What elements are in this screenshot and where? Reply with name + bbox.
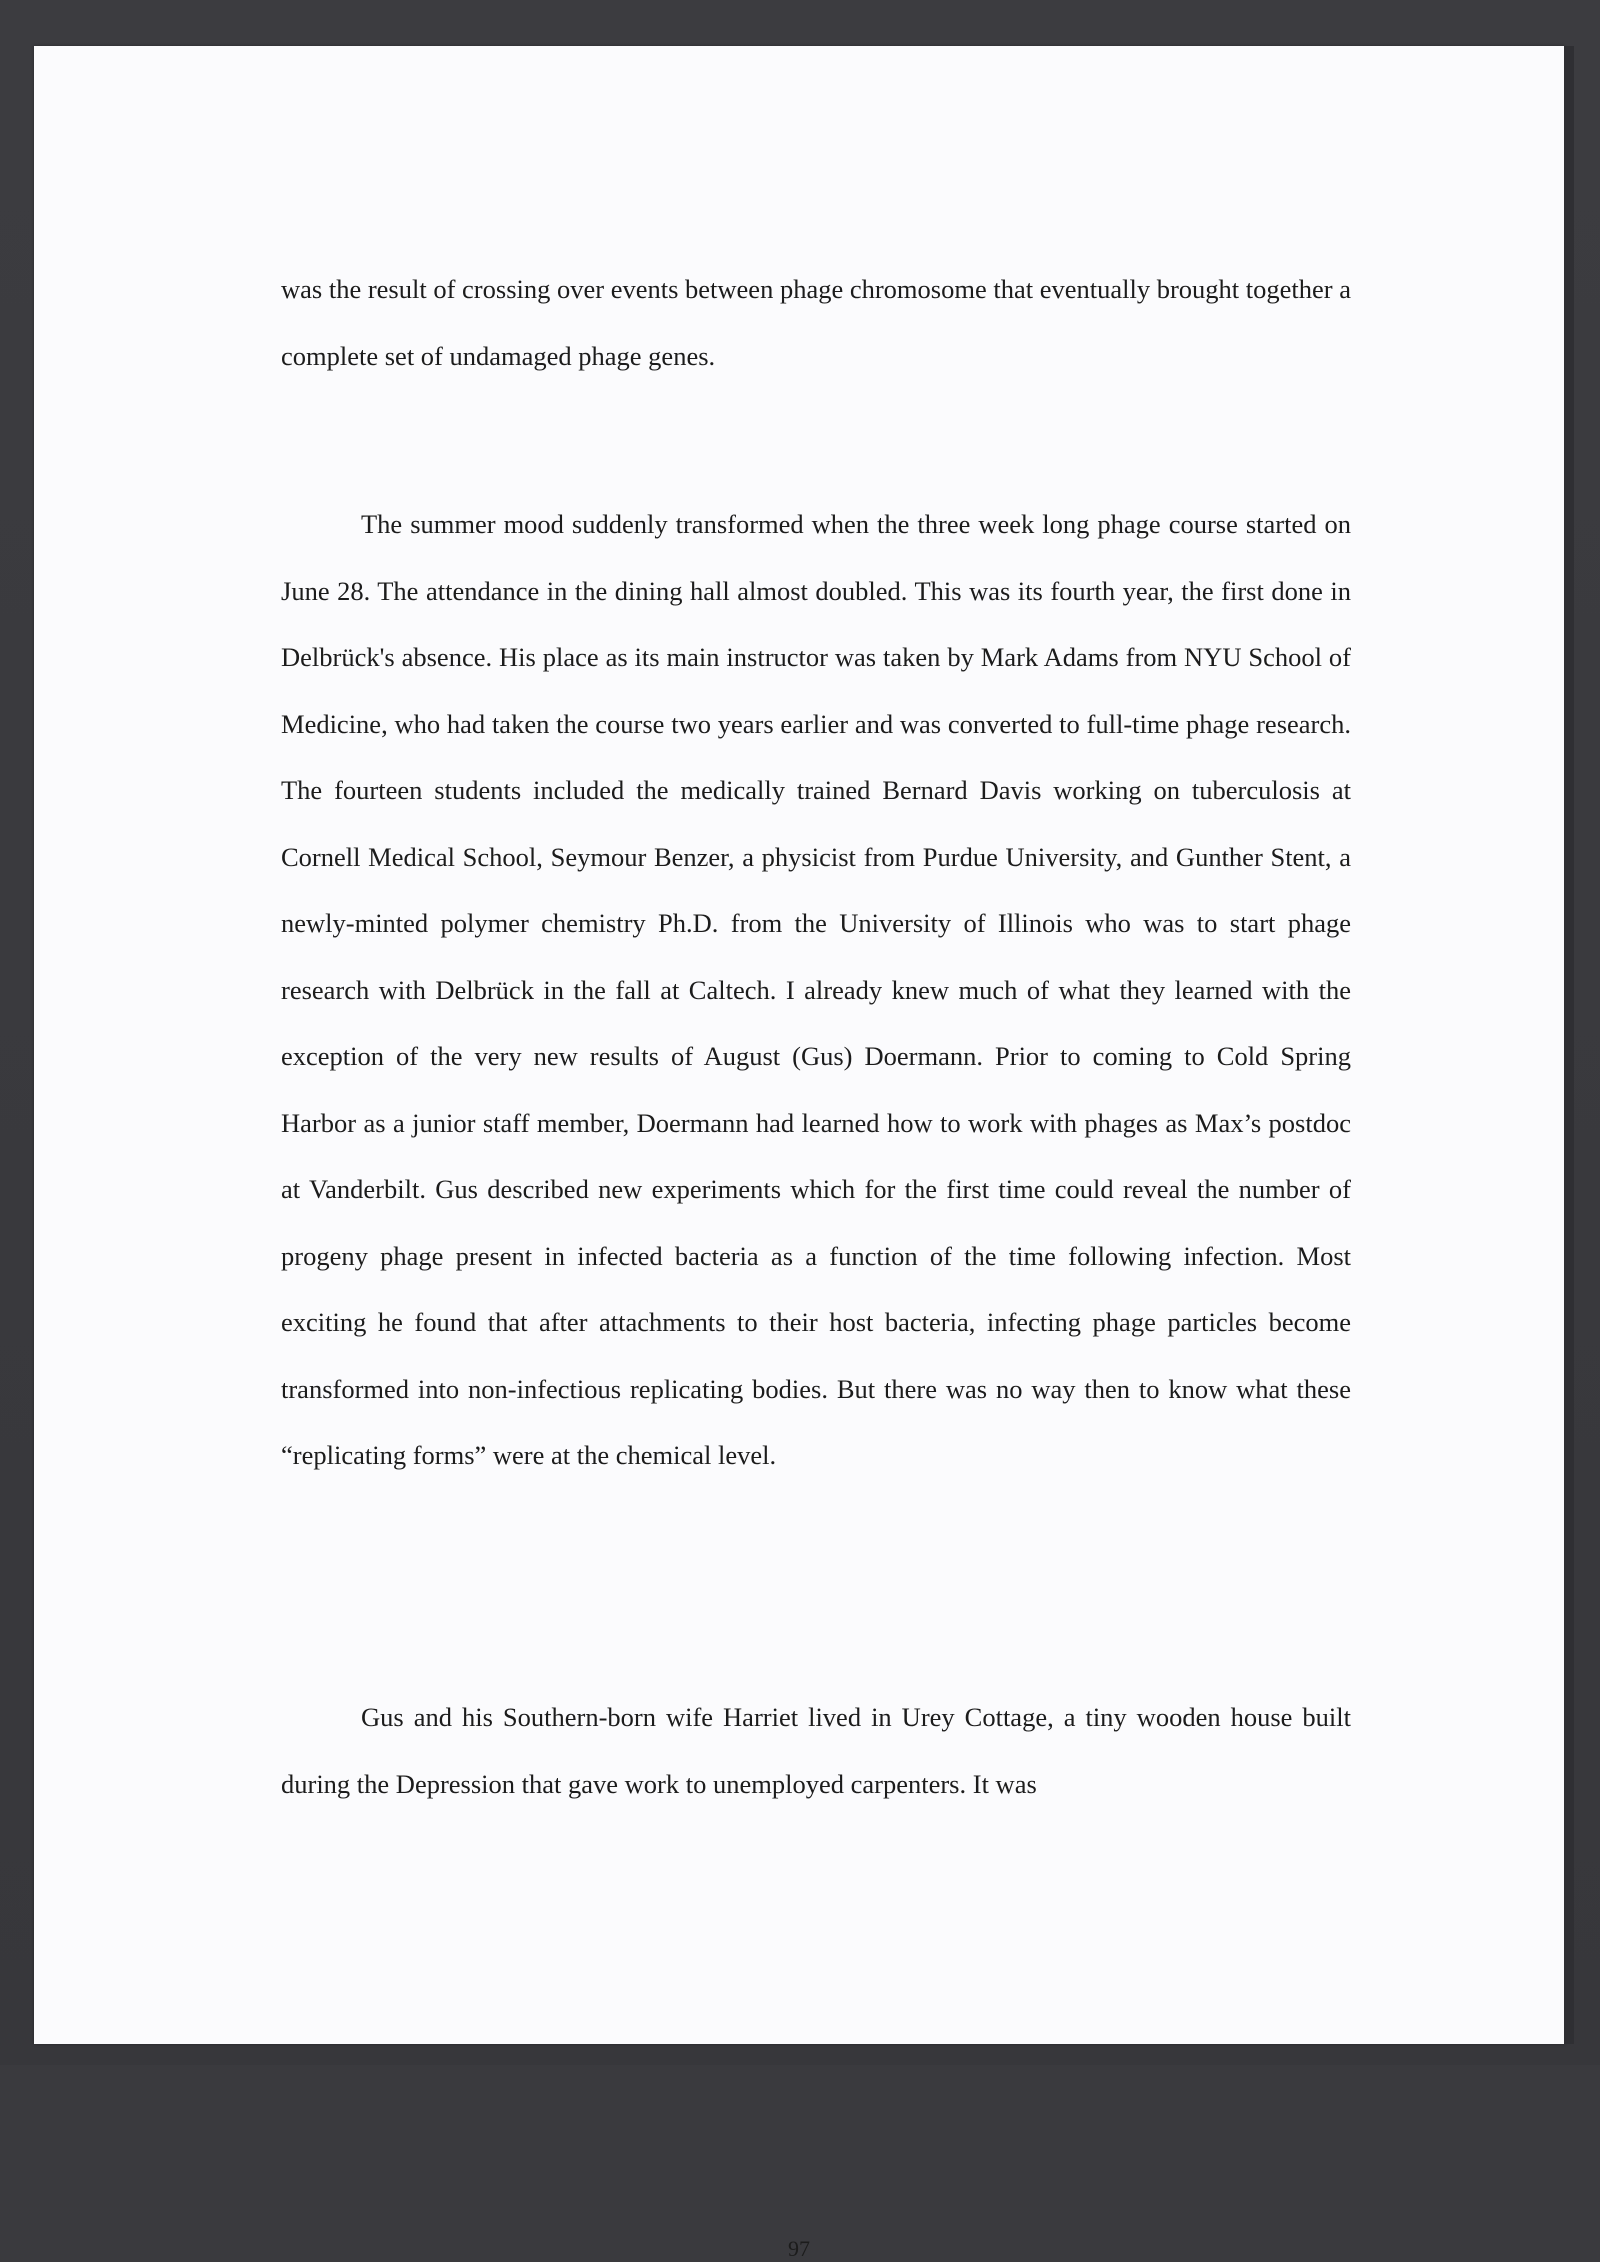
paragraph-phage-course: The summer mood suddenly transformed when the three week long phage course started on June 28. The attendance in the dining hall almost doubled. This was its fourth year, the first done in Delbrück's absence. His place as its main instructor was taken by Mark Adams from NYU School of Medicine, who had taken the course two years earlier and was converted to full-time phage research. The fourteen students included the medically trained Bernard Davis working on tuberculosis at Cornell Medical School, Seymour Benzer, a physicist from Purdue University, and Gunther Stent, a newly-minted polymer chemistry Ph.D. from the University of Illinois who was to start phage research with Delbrück in the fall at Caltech. I already knew much of what they learned with the exception of the very new results of August (Gus) Doermann. Prior to coming to Cold Spring Harbor as a junior staff member, Doermann had learned how to work with phages as Max’s postdoc at Vanderbilt. Gus described new experiments which for the first time could reveal the number of progeny phage present in infected bacteria as a function of the time following infection. Most exciting he found that after attachments to their host bacteria, infecting phage particles become transformed into non-infectious replicating bodies. But there was no way then to know what these “replicating forms” were at the chemical level. [281, 509, 1351, 1470]
page-number: 97 [788, 2236, 810, 2261]
paragraph-urey-cottage: Gus and his Southern-born wife Harriet lived in Urey Cottage, a tiny wooden house built during the Depression that gave work to unemployed carpenters. It was [281, 1702, 1351, 1799]
document-page [34, 46, 1564, 2044]
paragraph-continuation: was the result of crossing over events between phage chromosome that eventually brought together a complete set of undamaged phage genes. [281, 274, 1351, 371]
